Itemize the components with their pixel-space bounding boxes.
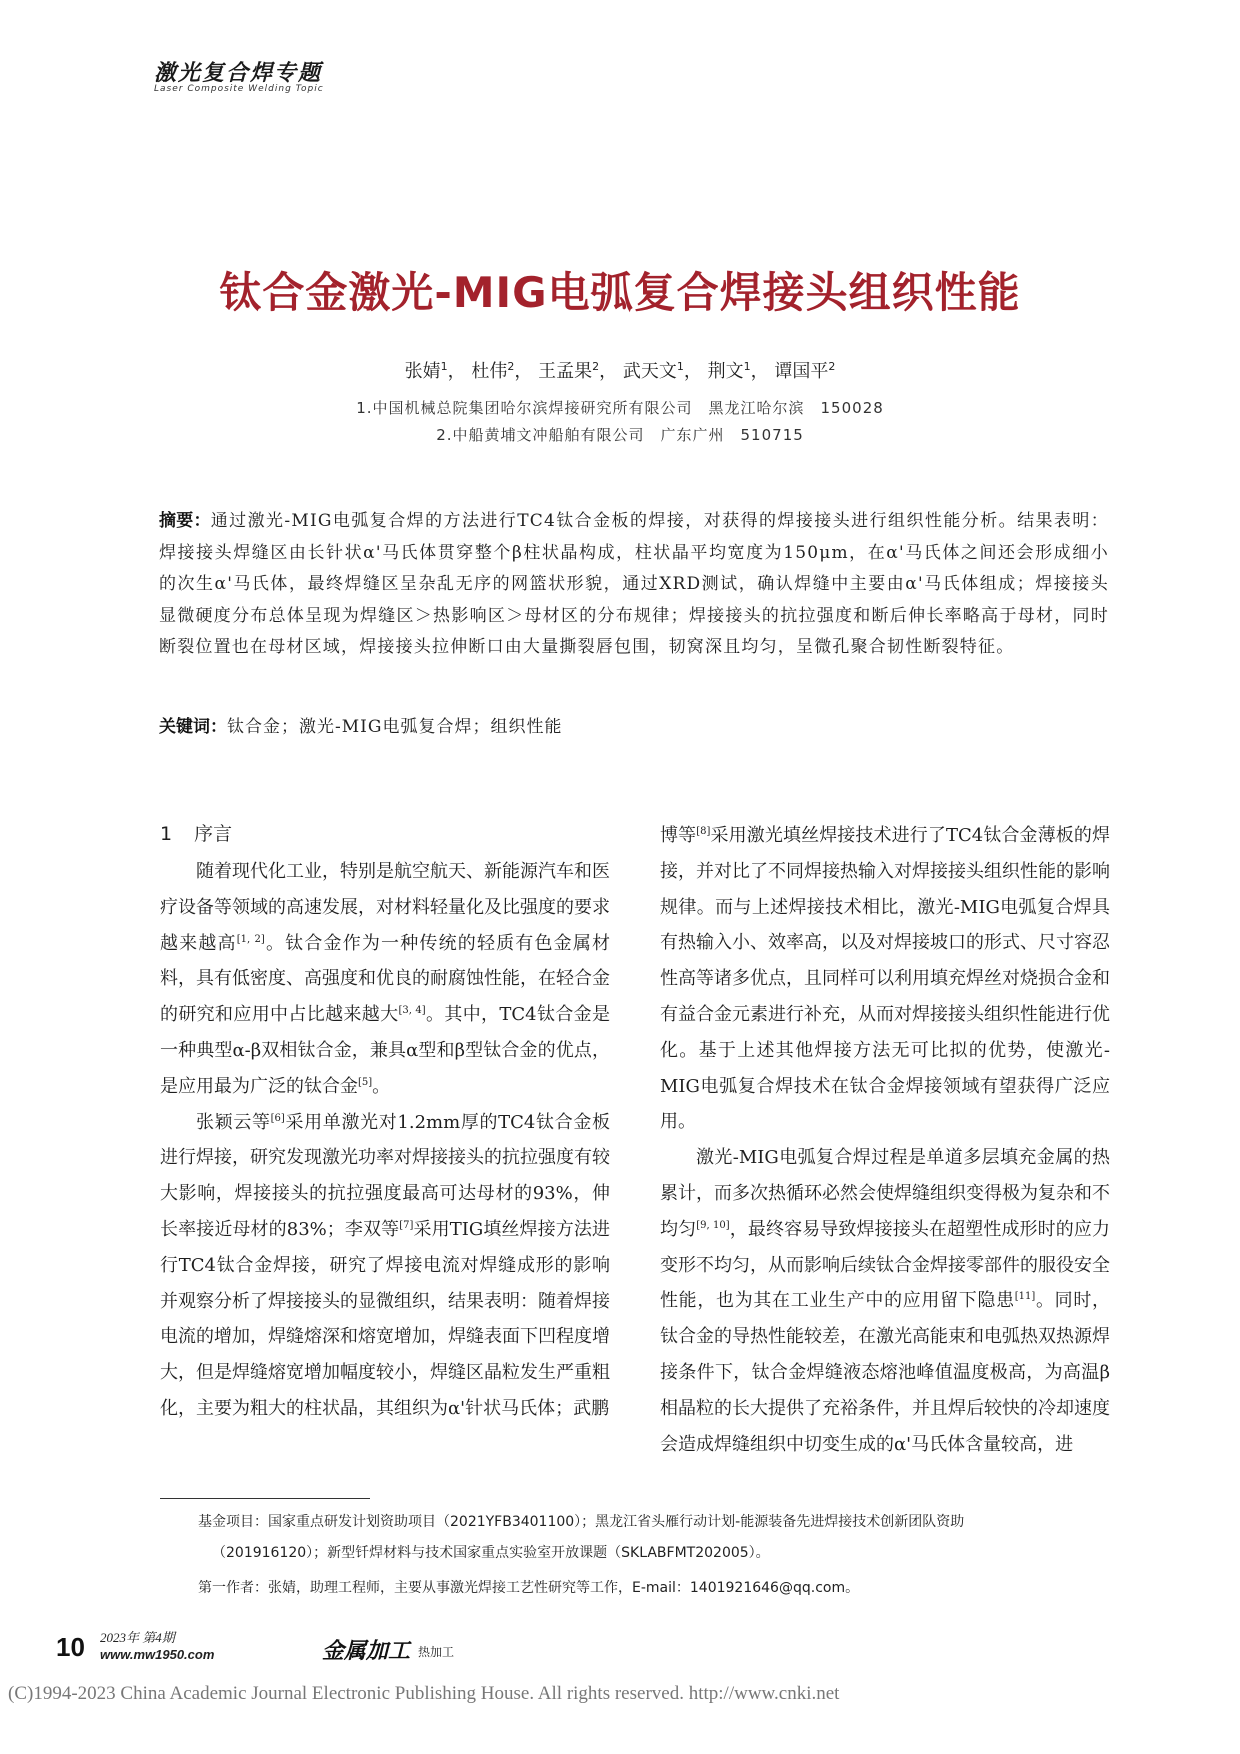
abstract-text: 通过激光-MIG电弧复合焊的方法进行TC4钛合金板的焊接，对获得的焊接接头进行组织性能分析。结果表明：焊接接头焊缝区由长针状α'马氏体贯穿整个β柱状晶构成，柱状晶平均宽度为150μm，在α'马氏体之间还会形成细小的次生α'马氏体，最终焊缝区呈杂乱无序的网篮状形貌，通过XRD测试，确认焊缝中主要由α'马氏体组成；焊接接头显微硬度分布总体呈现为焊缝区＞热影响区＞母材区的分布规律；焊接接头的抗拉强度和断后伸长率略高于母材，同时断裂位置也在母材区域，焊接接头拉伸断口由大量撕裂唇包围，韧窝深且均匀，呈微孔聚合韧性断裂特征。 — [159, 511, 1109, 657]
author-affil-mark: 1 — [676, 360, 684, 373]
paragraph — [160, 854, 610, 1105]
paragraph — [160, 1105, 610, 1427]
copyright-line: (C)1994-2023 China Academic Journal Electronic Publishing House. All rights reserved. http://www.cnki.net — [8, 1683, 840, 1704]
author-affil-mark: 1 — [743, 360, 751, 373]
author: 谭国平 — [774, 361, 829, 382]
paragraph — [660, 1140, 1110, 1462]
abstract-label: 摘要： — [159, 511, 211, 531]
text-run: ，最终容易导致焊接接头在超塑性成形时的应力变形不均匀，从而影响后续钛合金焊接零部件的服役安全性能，也为其在工业生产中的应用留下隐患 — [660, 1218, 1111, 1312]
keywords — [159, 712, 1109, 742]
text-run: 激光-MIG电弧复合焊过程是单道多层填充金属的热累计，而多次热循环必然会使焊缝组织变得极为复杂和不均匀 — [660, 1147, 1110, 1240]
citation: [8] — [696, 826, 711, 837]
article-title: 钛合金激光-MIG电弧复合焊接头组织性能 — [219, 268, 1021, 317]
author-affil-mark: 1 — [440, 360, 448, 373]
abstract — [159, 506, 1109, 664]
keywords-text: 钛合金；激光-MIG电弧复合焊；组织性能 — [227, 717, 563, 737]
citation: [1, 2] — [236, 933, 265, 945]
body-column-right — [660, 818, 1110, 1462]
citation: [7] — [399, 1219, 414, 1231]
citation: [5] — [358, 1076, 373, 1088]
journal-website: www.mw1950.com — [100, 1647, 215, 1662]
journal-subtitle: 热加工 — [418, 1645, 455, 1659]
text-run: 采用单激光对1.2mm厚的TC4钛合金板进行焊接，研究发现激光功率对焊接接头的抗拉强度有较大影响，焊接接头的抗拉强度最高可达母材的93%，伸长率接近母材的83%；李双等 — [160, 1111, 611, 1240]
footnote-fund-cont: （201916120）；新型钎焊材料与技术国家重点实验室开放课题（SKLABFMT202005）。 — [212, 1545, 770, 1561]
citation: [9, 10] — [696, 1219, 730, 1231]
section-title: 序言 — [194, 823, 233, 845]
text-run: 。钛合金作为一种传统的轻质有色金属材料，具有低密度、高强度和优良的耐腐蚀性能，在轻合金的研究和应用中占比越来越大 — [160, 932, 611, 1026]
footnote-fund: 基金项目：国家重点研发计划资助项目（2021YFB3401100）；黑龙江省头雁行动计划-能源装备先进焊接技术创新团队资助 — [198, 1514, 965, 1530]
section-number: 1 — [160, 823, 173, 845]
author-affil-mark: 2 — [828, 360, 836, 373]
section-heading — [160, 820, 610, 848]
text-run: 。 — [372, 1075, 391, 1097]
citation: [11] — [1014, 1291, 1036, 1303]
author: 王孟果 — [538, 361, 593, 382]
author: 张婧 — [404, 361, 441, 382]
text-run: 。同时，钛合金的导热性能较差，在激光高能束和电弧热双热源焊接条件下，钛合金焊缝液态熔池峰值温度极高，为高温β相晶粒的长大提供了充裕条件，并且焊后较快的冷却速度会造成焊缝组织中切变生成的α'马氏体含量较高，进 — [660, 1290, 1111, 1455]
body-column-left — [160, 820, 610, 1427]
affiliation-2: 2.中船黄埔文冲船舶有限公司 广东广州 510715 — [436, 426, 804, 444]
author: 杜伟 — [471, 361, 508, 382]
text-run: 张颖云等 — [196, 1111, 271, 1133]
text-run: 随着现代化工业，特别是航空航天、新能源汽车和医疗设备等领域的高速发展，对材料轻量化及比强度的要求越来越高 — [160, 861, 610, 954]
paragraph — [660, 818, 1110, 1140]
author-affil-mark: 2 — [592, 360, 600, 373]
page-number: 10 — [56, 1632, 85, 1662]
author: 荆文 — [707, 361, 744, 382]
author-list: 张婧$^1$， 杜伟$^2$， 王孟果$^2$， 武天文$^1$， 荆文$^1$， 谭国平$^2$ — [404, 360, 836, 382]
issue-info: 2023年 第4期 — [100, 1630, 175, 1645]
text-run: 博等 — [660, 825, 697, 846]
keywords-label: 关键词： — [159, 717, 227, 737]
footnote-author: 第一作者：张婧，助理工程师，主要从事激光焊接工艺性研究等工作，E-mail：1401921646@qq.com。 — [198, 1580, 860, 1596]
footnote-divider — [160, 1498, 370, 1499]
author-affil-mark: 2 — [507, 360, 515, 373]
column-header-en: Laser Composite Welding Topic — [154, 84, 324, 94]
affiliation-1: 1.中国机械总院集团哈尔滨焊接研究所有限公司 黑龙江哈尔滨 150028 — [356, 399, 884, 417]
text-run: 采用激光填丝焊接技术进行了TC4钛合金薄板的焊接，并对比了不同焊接热输入对焊接接头组织性能的影响规律。而与上述焊接技术相比，激光-MIG电弧复合焊具有热输入小、效率高，以及对焊接坡口的形式、尺寸容忍性高等诸多优点，且同样可以利用填充焊丝对烧损合金和有益合金元素进行补充，从而对焊接接头组织性能进行优化。基于上述其他焊接方法无可比拟的优势，使激光-MIG电弧复合焊技术在钛合金焊接领域有望获得广泛应用。 — [660, 825, 1111, 1133]
journal-logo: 金属加工 — [322, 1638, 411, 1664]
author: 武天文 — [622, 361, 677, 382]
citation: [3, 4] — [398, 1005, 426, 1017]
column-header: 激光复合焊专题 — [154, 61, 323, 86]
citation: [6] — [270, 1112, 285, 1124]
text-run: 。其中，TC4钛合金是一种典型α-β双相钛合金，兼具α型和β型钛合金的优点，是应用最为广泛的钛合金 — [160, 1004, 610, 1097]
text-run: 采用TIG填丝焊接方法进行TC4钛合金焊接，研究了焊接电流对焊缝成形的影响并观察分析了焊接接头的显微组织，结果表明：随着焊接电流的增加，焊缝熔深和熔宽增加，焊缝表面下凹程度增大，但是焊缝熔宽增加幅度较小，焊缝区晶粒发生严重粗化，主要为粗大的柱状晶，其组织为α'针状马氏体；武鹏 — [160, 1218, 610, 1419]
